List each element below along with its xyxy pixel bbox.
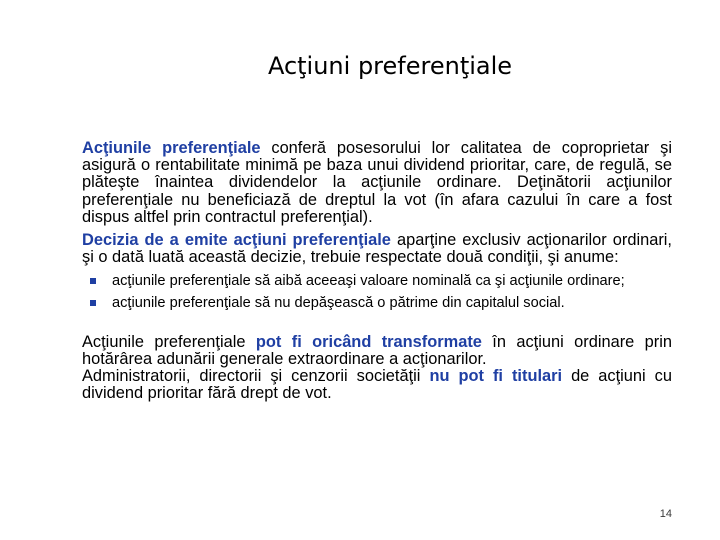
paragraph-text: conferă posesorului lor calitatea de coproprietar şi asigură o rentabilitate minimă pe baza unui dividend prioritar, care, de regulă, se plăteşte înaintea dividendelor la acţiunile ordinare. Deţinătorii acţiunilor preferenţiale nu beneficiază de dreptul la vot (în afara cazului în care a fost dispus altfel prin contractul preferenţial). (82, 139, 672, 226)
list-item-text: acţiunile preferenţiale să nu depăşească o pătrime din capitalul social. (112, 295, 565, 312)
paragraph-preferred-shares (82, 140, 672, 226)
list-item (112, 274, 672, 290)
slide-title: Acţiuni preferenţiale (267, 52, 513, 80)
paragraph-text: aparţine exclusiv acţionarilor ordinari, şi o dată luată această decizie, trebuie respectate două condiţii, şi anume: (82, 231, 672, 267)
slide-content (82, 140, 672, 402)
paragraph-text: Acţiunile preferenţiale (82, 332, 256, 351)
paragraph-text: Administratorii, directorii şi cenzorii societăţii (82, 367, 430, 386)
paragraph-text: în acţiuni ordinare prin hotărârea adunării generale extraordinare a acţionarilor. (82, 332, 672, 368)
paragraph-text: de acţiuni cu dividend prioritar fără drept de vot. (82, 367, 672, 403)
paragraph-restriction (82, 368, 672, 402)
paragraph-conversion (82, 334, 672, 368)
conditions-list (82, 274, 672, 311)
term-convertible: pot fi oricând transformate (255, 332, 482, 351)
term-issue-decision: Decizia de a emite acţiuni preferenţiale (82, 231, 391, 250)
list-item (112, 296, 672, 312)
paragraph-issue-decision (82, 232, 672, 266)
page-number: 14 (659, 508, 672, 520)
square-bullet-icon (90, 278, 96, 284)
list-item-text: acţiunile preferenţiale să aibă aceeaşi valoare nominală ca şi acţiunile ordinare; (112, 273, 625, 290)
square-bullet-icon (90, 300, 96, 306)
term-preferred-shares: Acţiunile preferenţiale (82, 139, 261, 157)
term-not-holders: nu pot fi titulari (429, 367, 563, 386)
